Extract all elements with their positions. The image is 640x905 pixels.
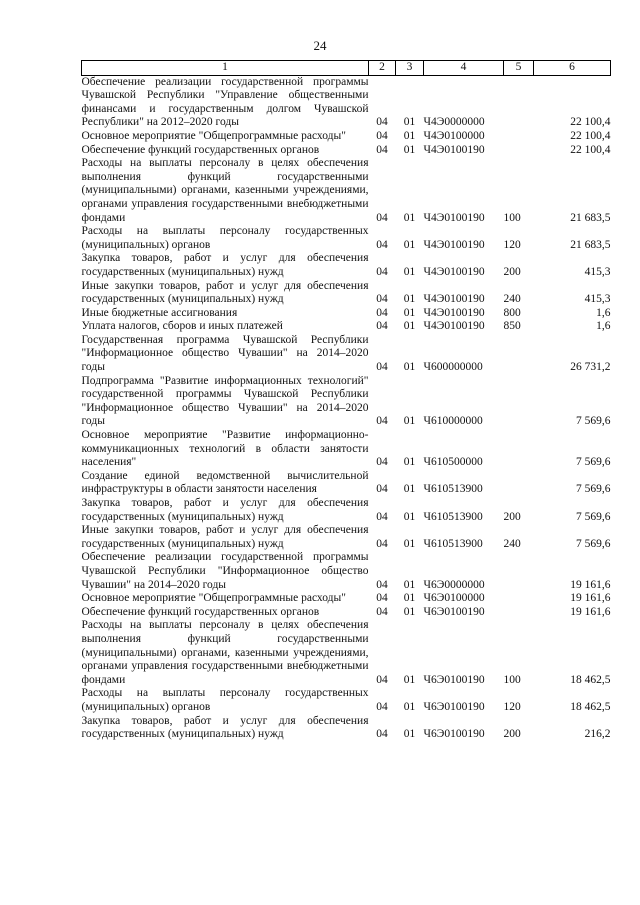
row-amount: 22 100,4	[570, 129, 611, 142]
row-description: Государственная программа Чувашской Республики "Информационное общество Чувашии" на 2014–2020 годы	[81, 333, 369, 374]
row-expense-type: 120	[503, 700, 521, 713]
header-row	[82, 61, 611, 76]
row-expense-type: 100	[503, 673, 521, 686]
row-subsection: 01	[403, 116, 416, 129]
table-row	[82, 334, 611, 375]
table-row	[82, 307, 611, 321]
row-expense-type	[504, 130, 534, 144]
row-section: 04	[376, 211, 388, 224]
row-amount: 7 569,6	[576, 537, 611, 550]
row-subsection: 01	[403, 483, 416, 496]
table-row	[82, 157, 611, 225]
row-target-code: Ч6Э0000000	[423, 578, 485, 591]
row-subsection: 01	[403, 320, 416, 333]
row-target-code: Ч610513900	[423, 483, 483, 496]
row-expense-type: 200	[503, 510, 521, 523]
header-col-5: 5	[504, 61, 534, 76]
table-row	[82, 144, 611, 158]
row-description: Уплата налогов, сборов и иных платежей	[81, 320, 283, 333]
row-section: 04	[376, 238, 388, 251]
row-description: Закупка товаров, работ и услуг для обеспечения государственных (муниципальных) нужд	[81, 497, 369, 523]
table-row	[82, 606, 611, 620]
row-expense-type: 800	[503, 306, 521, 319]
row-subsection: 01	[403, 143, 416, 156]
row-target-code: Ч610513900	[423, 510, 483, 523]
row-amount: 22 100,4	[570, 116, 611, 129]
row-amount: 7 569,6	[576, 456, 611, 469]
row-subsection: 01	[403, 415, 416, 428]
row-expense-type: 200	[503, 265, 521, 278]
row-description: Расходы на выплаты персоналу государственных (муниципальных) органов	[81, 687, 369, 713]
table-row	[82, 619, 611, 687]
row-target-code: Ч6Э0100190	[423, 728, 485, 741]
row-description: Основное мероприятие "Общепрограммные расходы"	[81, 592, 346, 605]
row-subsection: 01	[403, 537, 416, 550]
row-amount: 26 731,2	[570, 361, 611, 374]
budget-table	[81, 60, 611, 742]
row-amount: 7 569,6	[576, 510, 611, 523]
row-section: 04	[376, 361, 388, 374]
row-target-code: Ч6Э0100000	[423, 592, 485, 605]
row-amount: 19 161,6	[570, 592, 611, 605]
row-expense-type	[504, 75, 534, 130]
row-target-code: Ч4Э0100190	[423, 143, 485, 156]
row-description: Основное мероприятие "Общепрограммные расходы"	[81, 129, 346, 142]
table-row	[82, 320, 611, 334]
table-row	[82, 280, 611, 307]
row-target-code: Ч4Э0100190	[423, 320, 485, 333]
row-subsection: 01	[403, 238, 416, 251]
row-description: Иные бюджетные ассигнования	[81, 306, 238, 319]
page-number: 24	[313, 38, 327, 53]
row-section: 04	[376, 265, 388, 278]
row-section: 04	[376, 320, 388, 333]
row-description: Обеспечение функций государственных органов	[81, 143, 320, 156]
header-col-6: 6	[534, 61, 611, 76]
row-description: Расходы на выплаты персоналу государственных (муниципальных) органов	[81, 225, 369, 251]
row-amount: 22 100,4	[570, 143, 611, 156]
row-target-code: Ч610500000	[423, 456, 483, 469]
row-amount: 19 161,6	[570, 578, 611, 591]
row-subsection: 01	[403, 510, 416, 523]
row-section: 04	[376, 605, 388, 618]
row-subsection: 01	[403, 265, 416, 278]
table-row	[82, 470, 611, 497]
row-description: Обеспечение реализации государственной программы Чувашской Республики "Информационное общество Чувашии" на 2014–2020 годы	[81, 551, 369, 591]
row-section: 04	[376, 592, 388, 605]
row-expense-type: 200	[503, 728, 521, 741]
table-row	[82, 524, 611, 551]
row-subsection: 01	[403, 293, 416, 306]
row-amount: 216,2	[584, 728, 611, 741]
row-expense-type: 120	[503, 238, 521, 251]
row-expense-type	[504, 470, 534, 497]
row-subsection: 01	[403, 605, 416, 618]
row-target-code: Ч4Э0100190	[423, 211, 485, 224]
row-target-code: Ч4Э0100190	[423, 306, 485, 319]
row-expense-type	[504, 606, 534, 620]
row-section: 04	[376, 673, 388, 686]
row-description: Расходы на выплаты персоналу в целях обеспечения выполнения функций государственными (муниципальными) органами, казенными учреждениями, органами управления государственными внебюджетными фондами	[81, 157, 369, 224]
row-subsection: 01	[403, 456, 416, 469]
row-amount: 1,6	[596, 320, 611, 333]
row-section: 04	[376, 537, 388, 550]
row-subsection: 01	[403, 592, 416, 605]
row-section: 04	[376, 483, 388, 496]
table-row	[82, 225, 611, 252]
table-row	[82, 130, 611, 144]
row-expense-type	[504, 592, 534, 606]
row-description: Иные закупки товаров, работ и услуг для обеспечения государственных (муниципальных) нужд	[81, 279, 369, 306]
row-description: Закупка товаров, работ и услуг для обеспечения государственных (муниципальных) нужд	[81, 714, 369, 741]
row-target-code: Ч600000000	[423, 361, 483, 374]
row-subsection: 01	[403, 700, 416, 713]
row-description: Основное мероприятие "Развитие информационно-коммуникационных технологий в области занятости населения"	[81, 429, 369, 469]
row-expense-type	[504, 144, 534, 158]
row-target-code: Ч6Э0100190	[423, 605, 485, 618]
row-subsection: 01	[403, 361, 416, 374]
row-section: 04	[376, 129, 388, 142]
row-subsection: 01	[403, 673, 416, 686]
row-amount: 19 161,6	[570, 605, 611, 618]
row-target-code: Ч4Э0100190	[423, 293, 485, 306]
row-subsection: 01	[403, 129, 416, 142]
row-expense-type	[504, 551, 534, 592]
table-row	[82, 592, 611, 606]
row-amount: 18 462,5	[570, 700, 611, 713]
row-description: Обеспечение реализации государственной программы Чувашской Республики "Управление общественными финансами и государственным долгом Чувашской Республики" на 2012–2020 годы	[81, 75, 369, 129]
row-expense-type: 850	[503, 320, 521, 333]
header-col-3: 3	[396, 61, 424, 76]
table-row	[82, 252, 611, 279]
row-amount: 7 569,6	[576, 415, 611, 428]
row-description: Обеспечение функций государственных органов	[81, 605, 320, 618]
row-description: Закупка товаров, работ и услуг для обеспечения государственных (муниципальных) нужд	[81, 252, 369, 278]
table-header	[82, 61, 611, 76]
row-amount: 21 683,5	[570, 238, 611, 251]
row-description: Подпрограмма "Развитие информационных технологий" государственной программы Чувашской Республики "Информационное общество Чувашии" на 2014–2020 годы	[81, 374, 369, 428]
row-amount: 21 683,5	[570, 211, 611, 224]
row-description: Иные закупки товаров, работ и услуг для обеспечения государственных (муниципальных) нужд	[81, 524, 369, 550]
row-target-code: Ч610000000	[423, 415, 483, 428]
table-row	[82, 429, 611, 470]
table-row	[82, 687, 611, 714]
row-expense-type: 240	[503, 537, 521, 550]
row-subsection: 01	[403, 728, 416, 741]
row-section: 04	[376, 116, 388, 129]
row-expense-type: 240	[503, 293, 521, 306]
row-target-code: Ч4Э0100000	[423, 129, 485, 142]
row-expense-type	[504, 375, 534, 429]
row-section: 04	[376, 728, 388, 741]
row-section: 04	[376, 700, 388, 713]
header-col-1: 1	[82, 61, 369, 76]
row-target-code: Ч6Э0100190	[423, 700, 485, 713]
row-section: 04	[376, 415, 388, 428]
row-subsection: 01	[403, 306, 416, 319]
row-section: 04	[376, 306, 388, 319]
header-col-2: 2	[369, 61, 396, 76]
row-target-code: Ч4Э0000000	[423, 116, 485, 129]
table-body	[82, 75, 611, 742]
row-description: Создание единой ведомственной вычислительной инфраструктуры в области занятости населения	[81, 469, 369, 496]
row-subsection: 01	[403, 211, 416, 224]
row-section: 04	[376, 456, 388, 469]
row-amount: 7 569,6	[576, 483, 611, 496]
table-row	[82, 75, 611, 130]
row-target-code: Ч4Э0100190	[423, 238, 485, 251]
header-col-4: 4	[424, 61, 504, 76]
table-row	[82, 375, 611, 429]
table-row	[82, 715, 611, 742]
row-target-code: Ч4Э0100190	[423, 265, 485, 278]
row-subsection: 01	[403, 578, 416, 591]
table-row	[82, 497, 611, 524]
row-expense-type: 100	[503, 211, 521, 224]
row-amount: 18 462,5	[570, 673, 611, 686]
row-section: 04	[376, 510, 388, 523]
row-section: 04	[376, 143, 388, 156]
row-description: Расходы на выплаты персоналу в целях обеспечения выполнения функций государственными (муниципальными) органами, казенными учреждениями, органами управления государственными внебюджетными фондами	[81, 619, 369, 686]
row-expense-type	[504, 429, 534, 470]
row-target-code: Ч610513900	[423, 537, 483, 550]
row-amount: 1,6	[596, 306, 611, 319]
row-target-code: Ч6Э0100190	[423, 673, 485, 686]
row-expense-type	[504, 334, 534, 375]
row-section: 04	[376, 293, 388, 306]
table-row	[82, 551, 611, 592]
row-amount: 415,3	[584, 293, 611, 306]
row-amount: 415,3	[584, 265, 611, 278]
row-section: 04	[376, 578, 388, 591]
